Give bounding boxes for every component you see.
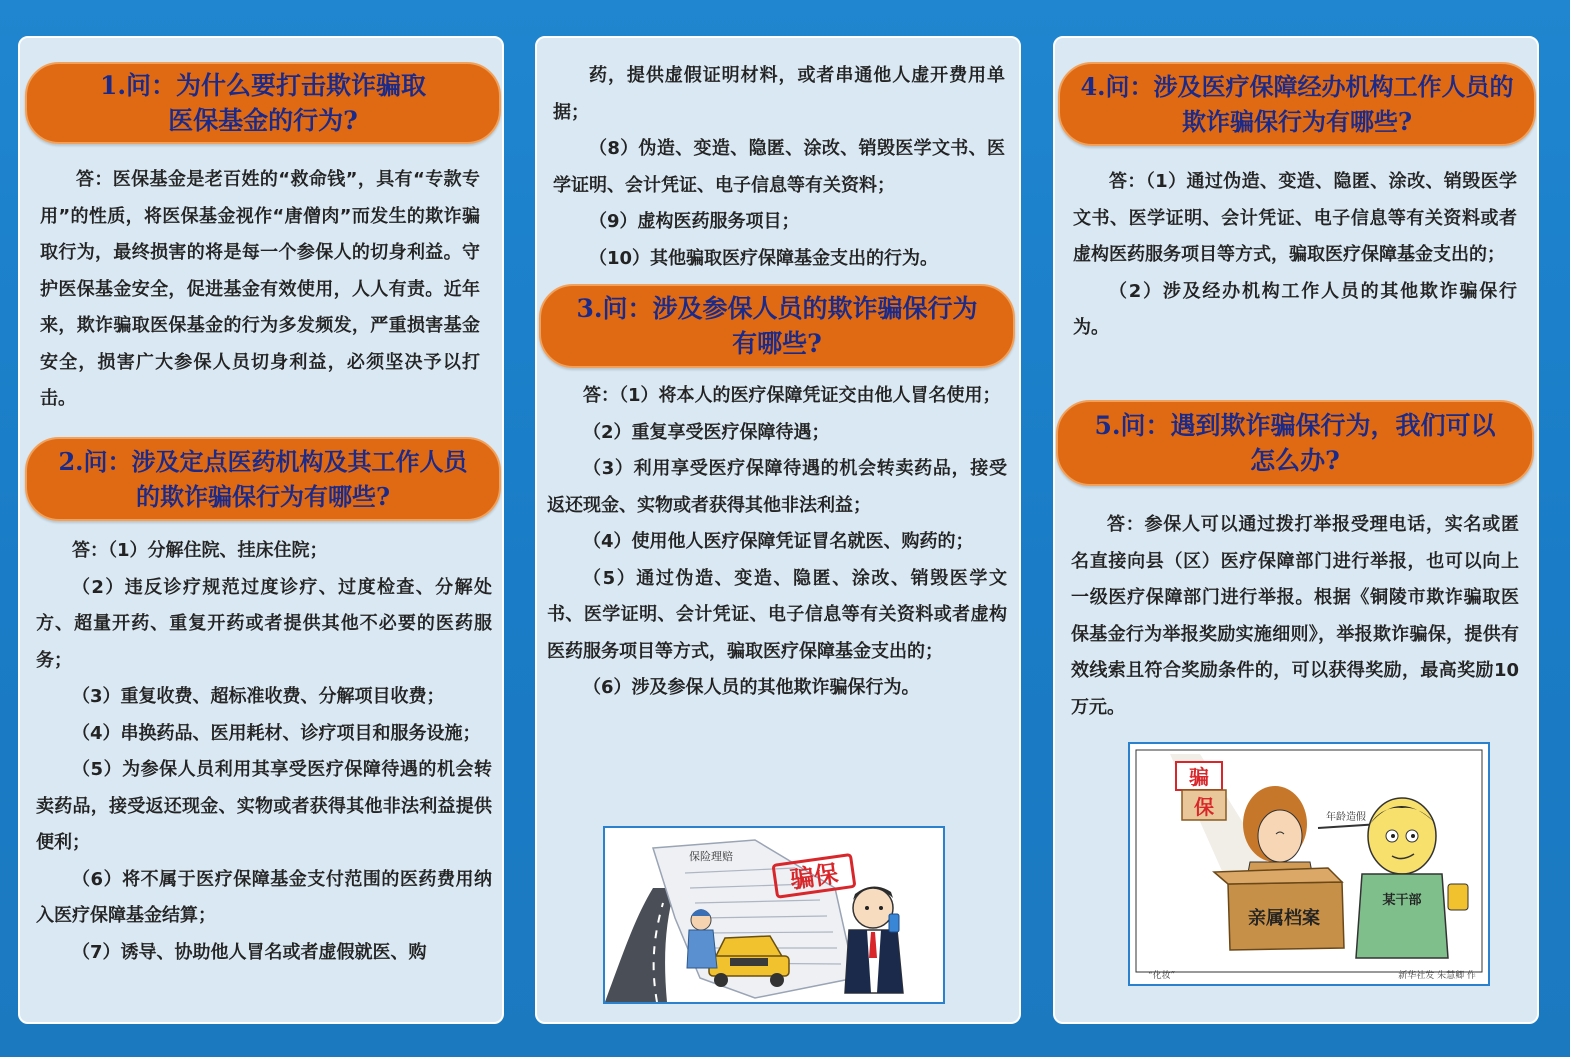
answer-3-item-1: 答：（1）将本人的医疗保障凭证交由他人冒名使用； xyxy=(583,385,1001,406)
insurance-fraud-image xyxy=(605,828,943,1002)
claim-label: 保险理赔 xyxy=(689,850,733,863)
question-1-line1: 1.问：为什么要打击欺诈骗取 xyxy=(99,71,427,100)
question-1-line2: 医保基金的行为? xyxy=(168,106,358,135)
caption-right: 新华社发 朱慧卿 作 xyxy=(1398,971,1476,981)
question-3-line1: 3.问：涉及参保人员的欺诈骗保行为 xyxy=(576,294,978,323)
box-label: 亲属档案 xyxy=(1248,908,1320,929)
answer-3-item-6: （6）涉及参保人员的其他欺诈骗保行为。 xyxy=(583,677,920,698)
answer-4 xyxy=(1073,164,1517,347)
question-2-line1: 2.问：涉及定点医药机构及其工作人员 xyxy=(58,447,468,476)
answer-2-item-10: （10）其他骗取医疗保障基金支出的行为。 xyxy=(589,247,939,269)
answer-4-item-2: （2）涉及经办机构工作人员的其他欺诈骗保行为。 xyxy=(1073,280,1517,338)
panel-left xyxy=(18,36,504,1024)
question-4-line1: 4.问：涉及医疗保障经办机构工作人员的 xyxy=(1080,72,1514,101)
sign-char-1: 骗 xyxy=(1189,765,1209,789)
question-2-box xyxy=(25,437,501,521)
answer-3 xyxy=(547,378,1007,707)
answer-2-item-2: （2）违反诊疗规范过度诊疗、过度检查、分解处方、超量开药、重复开药或者提供其他不必要的医药服务； xyxy=(36,576,492,671)
answer-2-item-9: （9）虚构医药服务项目； xyxy=(589,211,800,232)
stamp-text: 骗保 xyxy=(788,858,840,895)
answer-2-item-3: （3）重复收费、超标准收费、分解项目收费； xyxy=(72,686,445,707)
question-4-line2: 欺诈骗保行为有哪些? xyxy=(1181,107,1413,136)
answer-5-text: 答：参保人可以通过拨打举报受理电话，实名或匿名直接向县（区）医疗保障部门进行举报，也可以向上一级医疗保障部门进行举报。根据《铜陵市欺诈骗取医保基金行为举报奖励实施细则》，举报欺诈骗保，提供有效线索且符合奖励条件的，可以获得奖励，最高奖励10万元。 xyxy=(1071,514,1519,718)
answer-2-item-4: （4）串换药品、医用耗材、诊疗项目和服务设施； xyxy=(72,722,481,744)
answer-4-item-1: 答：（1）通过伪造、变造、隐匿、涂改、销毁医学文书、医学证明、会计凭证、电子信息等有关资料或者虚构医药服务项目等方式，骗取医疗保障基金支出的； xyxy=(1073,171,1517,265)
question-5-box xyxy=(1056,400,1534,486)
answer-3-item-3: （3）利用享受医疗保障待遇的机会转卖药品，接受返还现金、实物或者获得其他非法利益； xyxy=(547,458,1007,516)
question-3-line2: 有哪些? xyxy=(732,329,822,358)
answer-1 xyxy=(40,162,480,418)
answer-2-item-5: （5）为参保人员利用其享受医疗保障待遇的机会转卖药品，接受返还现金、实物或者获得其他非法利益提供便利； xyxy=(36,759,492,853)
answer-2-item-8: （8）伪造、变造、隐匿、涂改、销毁医学文书、医学证明、会计凭证、电子信息等有关资料； xyxy=(553,138,1005,196)
cartoon-image xyxy=(1130,744,1488,984)
question-2-line2: 的欺诈骗保行为有哪些? xyxy=(135,482,391,511)
answer-5 xyxy=(1071,507,1519,726)
answer-3-item-2: （2）重复享受医疗保障待遇； xyxy=(583,421,830,443)
coat-label: 某干部 xyxy=(1382,893,1422,908)
caption-left: “化妆” xyxy=(1148,971,1176,981)
answer-2-item-1: 答：（1）分解住院、挂床住院； xyxy=(72,540,328,561)
answer-2-item-7: （7）诱导、协助他人冒名或者虚假就医、购 xyxy=(72,941,427,963)
answer-2-item-7-cont: 药，提供虚假证明材料，或者串通他人虚开费用单据； xyxy=(553,65,1005,123)
answer-2-item-6: （6）将不属于医疗保障基金支付范围的医药费用纳入医疗保障基金结算； xyxy=(36,868,492,926)
answer-2 xyxy=(36,533,492,971)
answer-1-text: 答：医保基金是老百姓的“救命钱”，具有“专款专用”的性质，将医保基金视作“唐僧肉”而发生的欺诈骗取行为，最终损害的将是每一个参保人的切身利益。守护医保基金安全，促进基金有效使用，人人有责。近年来，欺诈骗取医保基金的行为多发频发，严重损害基金安全，损害广大参保人员切身利益，必须坚决予以打击。 xyxy=(40,169,480,409)
question-1-box xyxy=(25,62,501,144)
panel-middle xyxy=(535,36,1021,1024)
pen-label: 年龄造假 xyxy=(1326,812,1366,823)
answer-2-continued xyxy=(553,58,1005,277)
question-5-line1: 5.问：遇到欺诈骗保行为，我们可以 xyxy=(1094,411,1496,440)
answer-3-item-4: （4）使用他人医疗保障凭证冒名就医、购药的； xyxy=(583,531,974,552)
insurance-fraud-illustration xyxy=(603,826,945,1004)
answer-3-item-5: （5）通过伪造、变造、隐匿、涂改、销毁医学文书、医学证明、会计凭证、电子信息等有关资料或者虚构医药服务项目等方式，骗取医疗保障基金支出的； xyxy=(547,567,1007,662)
panel-right xyxy=(1053,36,1539,1024)
sign-char-2: 保 xyxy=(1194,795,1214,819)
question-3-box xyxy=(539,284,1015,368)
question-4-box xyxy=(1058,62,1536,146)
question-5-line2: 怎么办? xyxy=(1250,446,1340,475)
cartoon-illustration xyxy=(1128,742,1490,986)
